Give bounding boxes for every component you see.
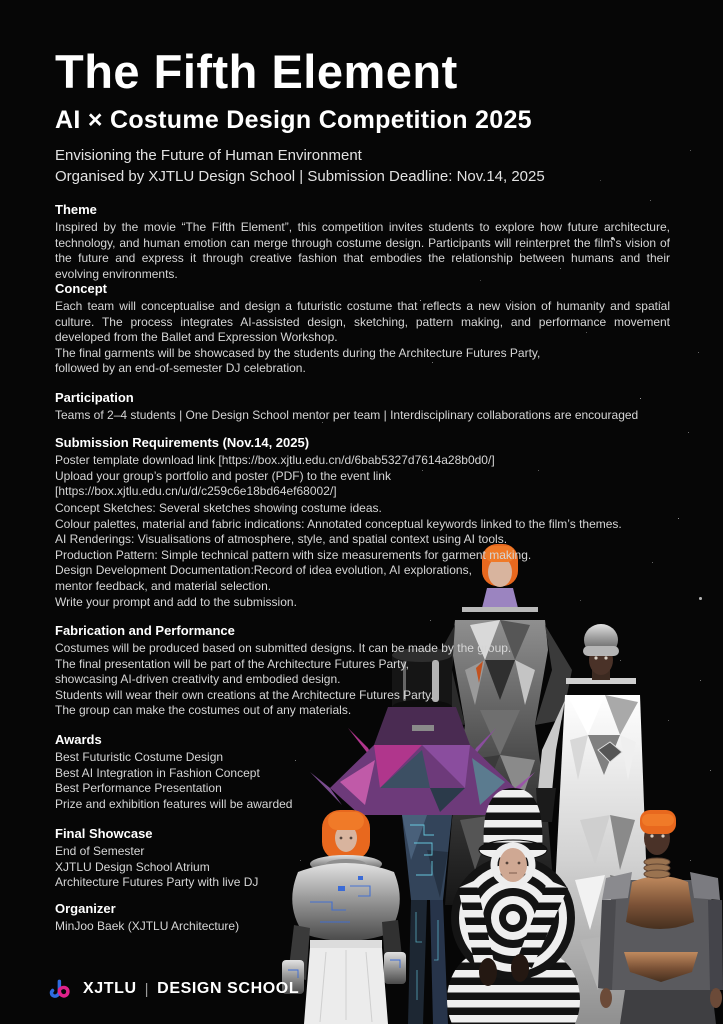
award-item: Best AI Integration in Fashion Concept	[55, 765, 260, 780]
tagline: Envisioning the Future of Human Environment	[55, 147, 362, 164]
poster-subtitle: AI × Costume Design Competition 2025	[55, 106, 532, 134]
fabrication-line: The group can make the costumes out of any materials.	[55, 703, 352, 718]
fabrication-line: The final presentation will be part of the Architecture Futures Party,	[55, 656, 409, 671]
requirement-line: Design Development Documentation:Record of idea evolution, AI explorations,	[55, 563, 472, 578]
award-item: Best Futuristic Costume Design	[55, 750, 224, 764]
section-fabrication	[55, 623, 525, 719]
fabrication-line: Students will wear their own creations at the Architecture Futures Party.	[55, 687, 434, 702]
concept-body: Each team will conceptualise and design a futuristic costume that reflects a new vision of humanity and spatial culture. The process integrates AI-assisted design, sketching, pattern making, and performance movement developed from the Ballet and Expression Workshop.	[55, 299, 670, 345]
submission-heading: Submission Requirements (Nov.14, 2025)	[55, 435, 310, 450]
footer-brand	[48, 978, 299, 1000]
submission-upload-line: Upload your group’s portfolio and poster (PDF) to the event link [https://box.xjtlu.edu.cn/u/d/c259c6e18bd64ef68002/]	[55, 468, 391, 499]
award-item: Best Performance Presentation	[55, 781, 222, 796]
showcase-item: Architecture Futures Party with live DJ	[55, 875, 259, 890]
requirement-line: Concept Sketches: Several sketches showing costume ideas.	[55, 501, 382, 515]
showcase-item: End of Semester	[55, 844, 145, 858]
requirement-line: Colour palettes, material and fabric indications: Annotated conceptual keywords linked to the film’s themes.	[55, 516, 622, 531]
participation-line: Teams of 2–4 students | One Design School mentor per team | Interdisciplinary collaborations are encouraged	[55, 408, 639, 422]
section-submission-details	[55, 501, 670, 610]
brand-design-school: DESIGN SCHOOL	[157, 980, 300, 997]
brand-xjtlu: XJTLU	[83, 980, 137, 997]
showcase-heading: Final Showcase	[55, 826, 153, 841]
section-organizer	[55, 901, 385, 935]
requirement-line: Production Pattern: Simple technical pattern with size measurements for garment making.	[55, 547, 532, 562]
organiser-line: Organised by XJTLU Design School | Submission Deadline: Nov.14, 2025	[55, 168, 545, 185]
section-final-showcase	[55, 826, 385, 891]
submission-link-line: Poster template download link [https://box.xjtlu.edu.cn/d/6bab5327d7614a28b0d0/]	[55, 453, 495, 467]
fabrication-line: showcasing AI-driven creativity and embodied design.	[55, 672, 341, 687]
requirement-line: mentor feedback, and material selection.	[55, 578, 272, 593]
section-theme	[55, 202, 670, 282]
awards-heading: Awards	[55, 732, 102, 747]
organizer-heading: Organizer	[55, 901, 116, 916]
starfield	[0, 0, 1, 1]
design-school-logo-icon	[48, 978, 74, 1000]
requirement-line: AI Renderings: Visualisations of atmosphere, style, and spatial context using AI tools.	[55, 532, 508, 547]
section-concept	[55, 281, 670, 377]
section-participation	[55, 390, 670, 424]
section-submission	[55, 435, 670, 500]
poster-title: The Fifth Element	[55, 45, 458, 98]
theme-body: Inspired by the movie “The Fifth Element”, this competition invites students to explore how future architecture, technology, and human emotion can merge through costume design. Participants will reinterpret the film’s vision of the future and express it through creative fashion that embodies the relationship between humans and their evolving environments.	[55, 220, 670, 281]
fabrication-heading: Fabrication and Performance	[55, 623, 235, 638]
brand-divider: |	[144, 980, 150, 998]
showcase-item: XJTLU Design School Atrium	[55, 859, 210, 874]
concept-line: followed by an end-of-semester DJ celebration.	[55, 361, 306, 376]
requirement-line: Write your prompt and add to the submission.	[55, 594, 297, 609]
fabrication-line: Costumes will be produced based on submitted designs. It can be made by the group.	[55, 641, 512, 655]
concept-line: The final garments will be showcased by the students during the Architecture Futures Party,	[55, 345, 541, 360]
award-item: Prize and exhibition features will be awarded	[55, 796, 293, 811]
concept-heading: Concept	[55, 281, 107, 296]
theme-heading: Theme	[55, 202, 97, 217]
section-awards	[55, 732, 385, 812]
participation-heading: Participation	[55, 390, 134, 405]
organizer-name: MinJoo Baek (XJTLU Architecture)	[55, 919, 240, 933]
